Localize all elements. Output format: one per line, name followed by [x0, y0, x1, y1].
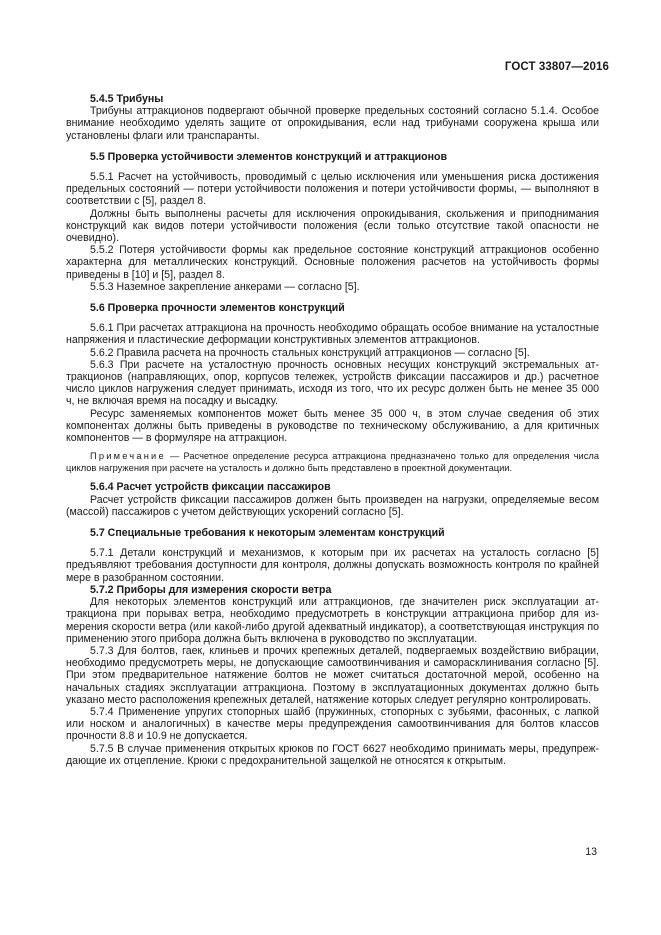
section-5-6-4-title: 5.6.4 Расчет устройств фиксации пассажиров	[90, 481, 331, 494]
note-label: Примечание	[90, 451, 166, 462]
note	[66, 451, 599, 474]
paragraph: 5.7.5 В случае применения открытых крюков по ГОСТ 6627 необходимо принимать меры, предупреждающие их отцепление. Крюки с предохранительной защелкой не относятся к открытым.	[66, 742, 599, 767]
paragraph: 5.7.1 Детали конструкций и механизмов, к которым при их расчетах на усталость согласно [5] предъявляют требования доступности для контроля, должны допускать возможность контроля по крайней мере в разобранном состоянии.	[66, 547, 599, 584]
paragraph: 5.7.4 Применение упругих стопорных шайб (пружинных, стопорных с зубьями, фасонных, с лапкой или носком и аналогичных) в качестве меры предупреждения самоотвинчивания для болтов классов прочности 8.8 и 10.9 не допускается.	[66, 705, 599, 743]
paragraph: 5.5.3 Наземное закрепление анкерами — согласно [5].	[90, 280, 360, 293]
paragraph: 5.6.3 При расчете на усталостную прочность основных несущих конструкций экстремальных аттракционов (направляющих, опор, корпусов тележек, устройств фиксации пассажиров и др.) расчетное число циклов нагружения следует принимать, исходя из того, что их ресурс должен быть не менее 35 000 ч, не включая время на посадку и высадку.	[66, 358, 599, 408]
paragraph: Должны быть выполнены расчеты для исключения опрокидывания, скольжения и приподнимания конструкций как видов потери устойчивости положения (если только отсутствие такой опасности не очевидно).	[66, 207, 599, 245]
standard-header: ГОСТ 33807—2016	[504, 61, 609, 73]
document-body	[66, 93, 599, 767]
section-5-5-title: 5.5 Проверка устойчивости элементов конструкций и аттракционов	[90, 150, 447, 163]
paragraph: Трибуны аттракционов подвергают обычной проверке предельных состояний согласно 5.1.4. Особое внимание необходимо уделять защите от опрокидывания, если над трибунами сооружена крыша или установлены флаги или транспаранты.	[66, 105, 599, 142]
section-5-7-title: 5.7 Специальные требования к некоторым элементам конструкций	[90, 527, 445, 540]
paragraph: 5.6.2 Правила расчета на прочность стальных конструкций аттракционов — согласно [5].	[90, 346, 530, 359]
page-number: 13	[585, 846, 597, 858]
section-5-6-title: 5.6 Проверка прочности элементов конструкций	[90, 302, 345, 315]
paragraph: Ресурс заменяемых компонентов может быть менее 35 000 ч, в этом случае сведения об этих компонентах должны быть приведены в руководстве по техническому обслуживанию, а для критичных компонентов — в формуляре на аттракцион.	[66, 407, 599, 445]
paragraph: Для некоторых элементов конструкций или аттракционов, где значителен риск эксплуатации аттракциона при порывах ветра, необходимо предусмотреть в конструкции аттракциона прибор для измерения скорости ветра (или какой-либо другой адекватный индикатор), а соответствующая инструкция по применению этого прибора должна быть включена в руководство по эксплуатации.	[66, 596, 599, 645]
section-5-7-2-title: 5.7.2 Приборы для измерения скорости ветра	[90, 583, 332, 596]
paragraph: 5.7.3 Для болтов, гаек, клиньев и прочих крепежных деталей, подвергаемых воздействию вибрации, необходимо предусмотреть меры, не допускающие самоотвинчивания и саморасклинивания согласно [5]. При этом предварительное натяжение болтов не может считаться достаточной мерой, особенно на начальных стадиях эксплуатации аттракциона. Поэтому в эксплуатационных документах должно быть указано место расположения крепежных деталей, натяжение которых следует регулярно контролировать.	[66, 644, 599, 706]
paragraph: 5.5.1 Расчет на устойчивость, проводимый с целью исключения или уменьшения риска достижения предельных состояний — потери устойчивости положения и потери устойчивости формы, — выполняют в соответствии с [5], раздел 8.	[66, 171, 599, 208]
section-5-4-5-title: 5.4.5 Трибуны	[90, 93, 164, 105]
paragraph: 5.6.1 При расчетах аттракциона на прочность необходимо обращать особое внимание на усталостные напряжения и пластические деформации конструктивных элементов аттракционов.	[66, 322, 599, 347]
paragraph: Расчет устройств фиксации пассажиров должен быть произведен на нагрузки, определяемые весом (массой) пассажиров с учетом действующих ускорений согласно [5].	[66, 493, 599, 518]
note-text: — Расчетное определение ресурса аттракциона предназначено только для определения числа циклов нагружения при расчете на усталость и должно быть представлено в проектной документации.	[66, 451, 599, 473]
paragraph: 5.5.2 Потеря устойчивости формы как предельное состояние конструкций аттракционов особенно характерна для металлических конструкций. Основные положения расчетов на устойчивость формы приведены в [10] и [5], раздел 8.	[66, 244, 599, 281]
